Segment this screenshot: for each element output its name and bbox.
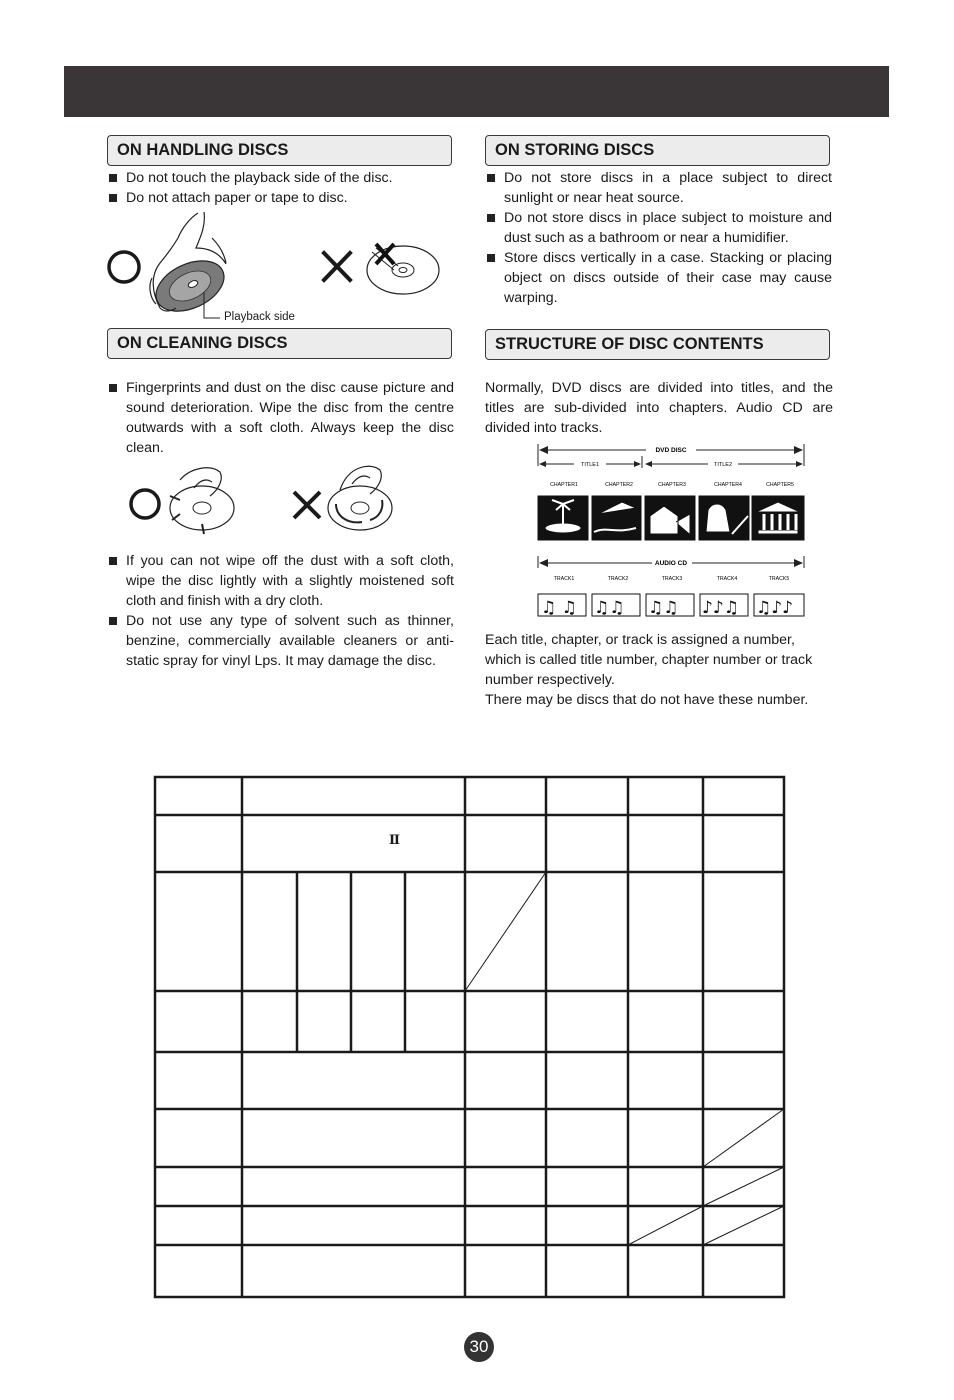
ok-circle-icon [109,252,139,282]
title-label: TITLE2 [713,462,733,468]
structure-note: Each title, chapter, or track is assigned a number, which is called title number, chapter number or track number respectively. [485,632,813,688]
dvd-disc-label: DVD DISC [655,447,687,454]
storing-heading: ON STORING DISCS [485,135,830,166]
wipe-circular-icon [328,466,392,530]
track-label: TRACK5 [768,576,790,582]
ok-circle-icon [131,490,159,518]
svg-text:♫ ♫: ♫ ♫ [541,598,577,618]
x-mark-icon [294,492,320,518]
cleaning-list-bottom [108,551,454,671]
list-item: Do not store discs in place subject to moisture and dust such as a bathroom or near a humidifier. [486,208,832,248]
svg-text:♪♪♫: ♪♪♫ [702,598,739,618]
list-item: Do not touch the playback side of the disc. [108,168,458,188]
chapter-label: CHAPTER2 [605,482,633,488]
svg-text:♫♪♪: ♫♪♪ [756,598,793,618]
header-bar [64,66,889,117]
list-item: Do not store discs in a place subject to direct sunlight or near heat source. [486,168,832,208]
svg-text:♫♫: ♫♫ [648,598,679,618]
taped-disc-icon [367,244,439,294]
na-diagonal [703,1167,784,1206]
title-label: TITLE1 [580,462,600,468]
chapter-label: CHAPTER4 [714,482,742,488]
beach-umbrella-icon [592,496,641,540]
na-diagonal [703,1109,784,1167]
page-number: 30 [464,1332,494,1362]
na-diagonal [703,1206,784,1245]
chapter-label: CHAPTER5 [766,482,794,488]
list-item: Do not attach paper or tape to disc. [108,188,458,208]
svg-text:♫♫: ♫♫ [594,598,625,618]
track-label: TRACK4 [716,576,738,582]
playback-side-caption: Playback side [224,311,295,323]
na-diagonal [628,1206,703,1245]
na-diagonal [465,872,546,991]
cleaning-illustration [120,460,420,540]
track-label: TRACK2 [607,576,629,582]
storing-list [486,168,832,308]
handling-heading: ON HANDLING DISCS [107,135,452,166]
structure-note-2: There may be discs that do not have these number. [485,692,809,708]
track-label: TRACK3 [661,576,683,582]
roman-numeral-label: Ⅱ [389,833,400,848]
cleaning-list-top [108,378,454,458]
list-item: Store discs vertically in a case. Stacking or placing object on discs outside of their case may cause warping. [486,248,832,308]
dvd-structure-diagram [536,442,806,620]
structure-heading: STRUCTURE OF DISC CONTENTS [485,329,830,360]
wipe-outward-icon [170,468,234,534]
chapter-thumbnails [538,496,804,540]
chapter-label: CHAPTER3 [658,482,686,488]
list-item: Fingerprints and dust on the disc cause picture and sound deterioration. Wipe the disc from the centre outwards with a soft cloth. Always keep the disc clean. [108,378,454,458]
structure-intro: Normally, DVD discs are divided into titles, and the titles are sub-divided into chapters. Audio CD are divided into tracks. [485,380,833,436]
audio-cd-label: AUDIO CD [654,560,688,567]
track-label: TRACK1 [553,576,575,582]
chapter-label: CHAPTER1 [550,482,578,488]
list-item: Do not use any type of solvent such as thinner, benzine, commercially available cleaners or anti-static spray for vinyl Lps. It may damage the disc. [108,611,454,671]
handling-illustration [100,208,450,328]
list-item: If you can not wipe off the dust with a soft cloth, wipe the disc lightly with a slightly moistened soft cloth and finish with a dry cloth. [108,551,454,611]
x-mark-icon [324,253,350,280]
cleaning-heading: ON CLEANING DISCS [107,328,452,359]
hand-holding-disc-icon [148,212,232,321]
handling-list [108,168,458,208]
